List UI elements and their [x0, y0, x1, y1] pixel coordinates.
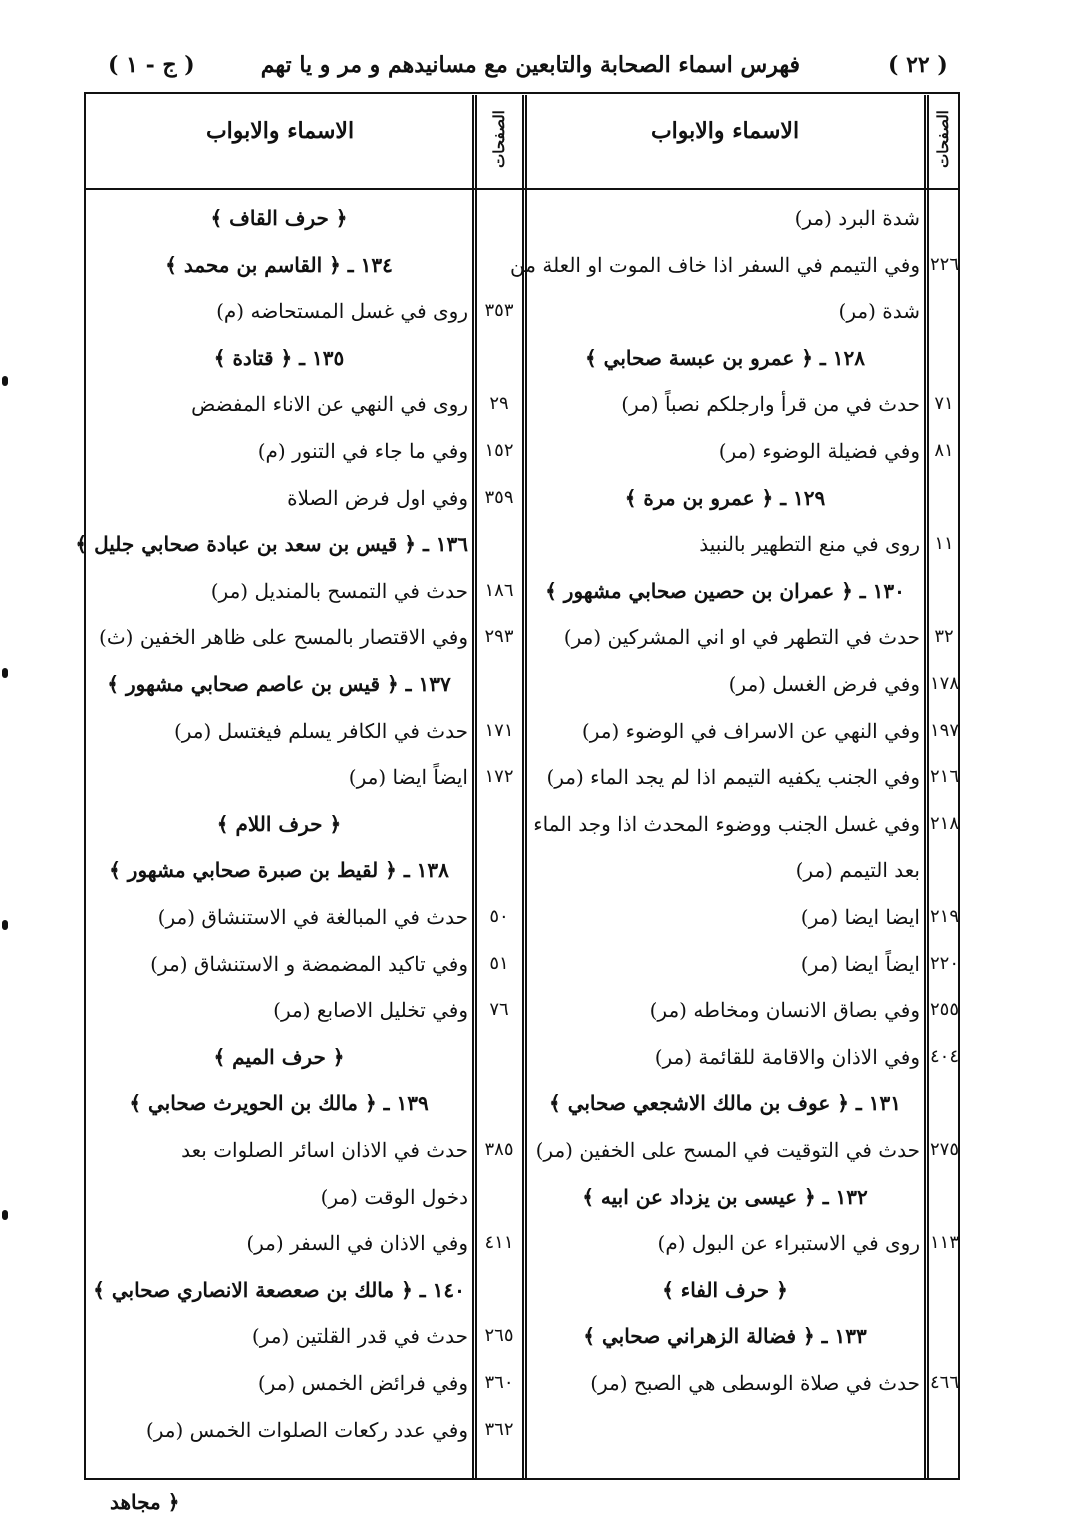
- entry-title: ١٣٥ ـ ﴿ قتادة ﴾: [213, 345, 345, 370]
- part-label: ( ج - ١ ): [108, 52, 195, 78]
- entry-text: روى في الاستبراء عن البول (م): [657, 1231, 920, 1256]
- entry-text: وفي تخليل الاصابع (مر): [273, 998, 468, 1023]
- page-number-cell: ٤٦٦: [930, 1372, 960, 1393]
- entry-title: ١٢٨ ـ ﴿ عمرو بن عبسة صحابي ﴾: [584, 345, 865, 370]
- names-column-header-right: الاسماء والابواب: [650, 118, 800, 144]
- entry-text: حدث في التوقيت في المسح على الخفين (مر): [535, 1138, 920, 1162]
- entry-text: وفي فضيلة الوضوء (مر): [718, 439, 920, 463]
- entry-text: وفي ما جاء في التنور (م): [257, 439, 468, 463]
- page-number-cell: ٢١٦: [930, 766, 960, 788]
- page-number-cell: ١٧٨: [930, 673, 960, 694]
- page-number-cell: ١٧١: [484, 719, 514, 741]
- entry-text: وفي فرائض الخمس (مر): [257, 1371, 468, 1395]
- entry-title: ١٣٤ ـ ﴿ القاسم بن محمد ﴾: [165, 252, 393, 277]
- page-number-cell: ٤٠٤: [930, 1045, 960, 1067]
- page-number-cell: ٣٢: [934, 626, 954, 648]
- entry-text: بعد التيمم (مر): [795, 858, 920, 883]
- section-heading: ﴿ حرف القاف ﴾: [210, 206, 348, 230]
- page-number-cell: ٤١١: [484, 1232, 514, 1254]
- page-number-cell: ٣٨٥: [484, 1139, 514, 1160]
- scan-mark: [2, 1210, 8, 1220]
- entry-text: شدة البرد (مر): [794, 206, 920, 230]
- entry-text: ايضاً ايضا (مر): [800, 951, 920, 976]
- entry-text: وفي التيمم في السفر اذا خاف الموت او العلة من: [510, 252, 920, 277]
- entry-text: وفي غسل الجنب ووضوء المحدث اذا وجد الماء: [533, 811, 920, 836]
- page-number-cell: ٣٦٢: [484, 1418, 514, 1440]
- entry-text: حدث في الاذان اسائر الصلوات بعد: [181, 1138, 468, 1162]
- page-number-cell: ٥١: [489, 952, 509, 974]
- entry-title: ١٣٩ ـ ﴿ مالك بن الحويرث صحابي ﴾: [129, 1091, 429, 1116]
- entry-text: حدث في التطهر في او اني المشركين (مر): [563, 625, 920, 650]
- entry-title: ١٣١ ـ ﴿ عوف بن مالك الاشجعي صحابي ﴾: [549, 1091, 901, 1116]
- column-divider: [522, 95, 527, 1480]
- scan-mark: [2, 376, 8, 386]
- page-number-cell: ٢٩: [489, 393, 509, 415]
- page-number-cell: ٢٥٥: [930, 999, 960, 1021]
- page-number-cell: ٣٥٩: [484, 486, 514, 508]
- entry-text: حدث في صلاة الوسطى هي الصبح (مر): [590, 1371, 920, 1395]
- entry-text: روى في غسل المستحاضه (م): [216, 299, 468, 324]
- entry-text: وفي الاذان والاقامة للقائمة (مر): [654, 1044, 920, 1069]
- page-number-cell: ٢٩٣: [484, 626, 514, 648]
- entry-text: وفي الجنب يكفيه التيمم اذا لم يجد الماء (مر): [546, 765, 920, 790]
- names-column-header-left: الاسماء والابواب: [205, 118, 355, 144]
- entry-title: ١٣٢ ـ ﴿ عيسى بن يزداد عن ابيه ﴾: [582, 1184, 868, 1209]
- entry-text: ايضاً ايضا (مر): [348, 765, 468, 790]
- entry-text: وفي الاذان في السفر (مر): [246, 1231, 468, 1256]
- entry-text: وفي الاقتصار بالمسح على ظاهر الخفين (ث): [99, 625, 468, 650]
- page-number-cell: ١٥٢: [484, 440, 514, 461]
- page-number-cell: ٥٠: [489, 906, 509, 927]
- page-number-cell: ١١٣: [930, 1232, 960, 1254]
- entry-title: ١٤٠ ـ ﴿ مالك بن صعصعة الانصاري صحابي ﴾: [93, 1277, 465, 1302]
- entry-title: ١٣٣ ـ ﴿ فضالة الزهراني صحابي ﴾: [583, 1324, 867, 1349]
- page-number-cell: ١٩٧: [930, 719, 960, 741]
- section-heading: ﴿ حرف الفاء ﴾: [662, 1277, 788, 1302]
- entry-text: حدث في قدر القلتين (مر): [251, 1324, 468, 1349]
- entry-text: روى في النهي عن الاناء المفضض: [191, 392, 468, 417]
- page-number-cell: ١٨٦: [484, 579, 514, 601]
- section-heading: ﴿ حرف اللام ﴾: [216, 811, 342, 836]
- entry-text: شدة (مر): [838, 299, 920, 324]
- page-number: ( ٢٢ ): [888, 52, 948, 78]
- page-column-header-right: الصفحات: [934, 110, 952, 168]
- page-number-cell: ٢١٨: [930, 812, 960, 834]
- section-heading: ﴿ حرف الميم ﴾: [213, 1044, 345, 1069]
- catchword: ﴿ مجاهد: [110, 1490, 180, 1514]
- page-number-cell: ٧٦: [489, 999, 509, 1021]
- page-number-cell: ٨١: [934, 440, 954, 461]
- page-column-header-left: الصفحات: [490, 110, 508, 168]
- entry-text: حدث في من قرأ وارجلكم نصباً (مر): [621, 392, 920, 417]
- page-number-cell: ٢٢٦: [930, 253, 960, 275]
- page-number-cell: ١٧٢: [484, 766, 514, 788]
- entry-text: وفي بصاق الانسان ومخاطه (مر): [649, 998, 920, 1023]
- page-number-cell: ٣٥٣: [484, 300, 514, 322]
- page-title: فهرس اسماء الصحابة والتابعين مع مسانيدهم و مر و يا تهم: [260, 52, 800, 78]
- entry-text: وفي فرض الغسل (مر): [728, 672, 920, 696]
- entry-text: حدث في التمسح بالمنديل (مر): [210, 578, 468, 603]
- entry-text: دخول الوقت (مر): [320, 1184, 468, 1209]
- scan-mark: [2, 668, 8, 678]
- entry-text: وفي النهي عن الاسراف في الوضوء (مر): [581, 718, 920, 743]
- entry-text: حدث في المبالغة في الاستنشاق (مر): [157, 905, 468, 929]
- entry-title: ١٢٩ ـ ﴿ عمرو بن مرة ﴾: [624, 485, 826, 510]
- page-number-cell: ٧١: [934, 393, 954, 415]
- entry-text: ايضا ايضا (مر): [800, 905, 920, 929]
- page-number-cell: ٢٢٠: [930, 952, 960, 974]
- page-number-cell: ٢١٩: [930, 906, 960, 927]
- entry-text: حدث في الكافر يسلم فيغتسل (مر): [173, 718, 468, 743]
- page-number-cell: ٢٦٥: [484, 1325, 514, 1347]
- column-divider: [472, 95, 477, 1480]
- scan-mark: [2, 920, 8, 930]
- entry-text: وفي تاكيد المضمضة و الاستنشاق (مر): [150, 951, 468, 976]
- entry-title: ١٣٧ ـ ﴿ قيس بن عاصم صحابي مشهور ﴾: [107, 672, 451, 696]
- page-number-cell: ٢٧٥: [930, 1139, 960, 1160]
- column-divider: [924, 95, 929, 1480]
- entry-title: ١٣٨ ـ ﴿ لقيط بن صبرة صحابي مشهور ﴾: [109, 858, 449, 883]
- page-number-cell: ٣٦٠: [484, 1372, 514, 1393]
- entry-title: ١٣٦ ـ ﴿ قيس بن سعد بن عبادة صحابي جليل ﴾: [75, 532, 468, 557]
- entry-text: روى في منع التطهير بالنبيذ: [699, 532, 920, 557]
- page-number-cell: ١١: [934, 533, 954, 555]
- entry-text: وفي اول فرض الصلاة: [287, 485, 468, 510]
- entry-title: ١٣٠ ـ ﴿ عمران بن حصين صحابي مشهور ﴾: [545, 578, 905, 603]
- entry-text: وفي عدد ركعات الصلوات الخمس (مر): [145, 1417, 468, 1442]
